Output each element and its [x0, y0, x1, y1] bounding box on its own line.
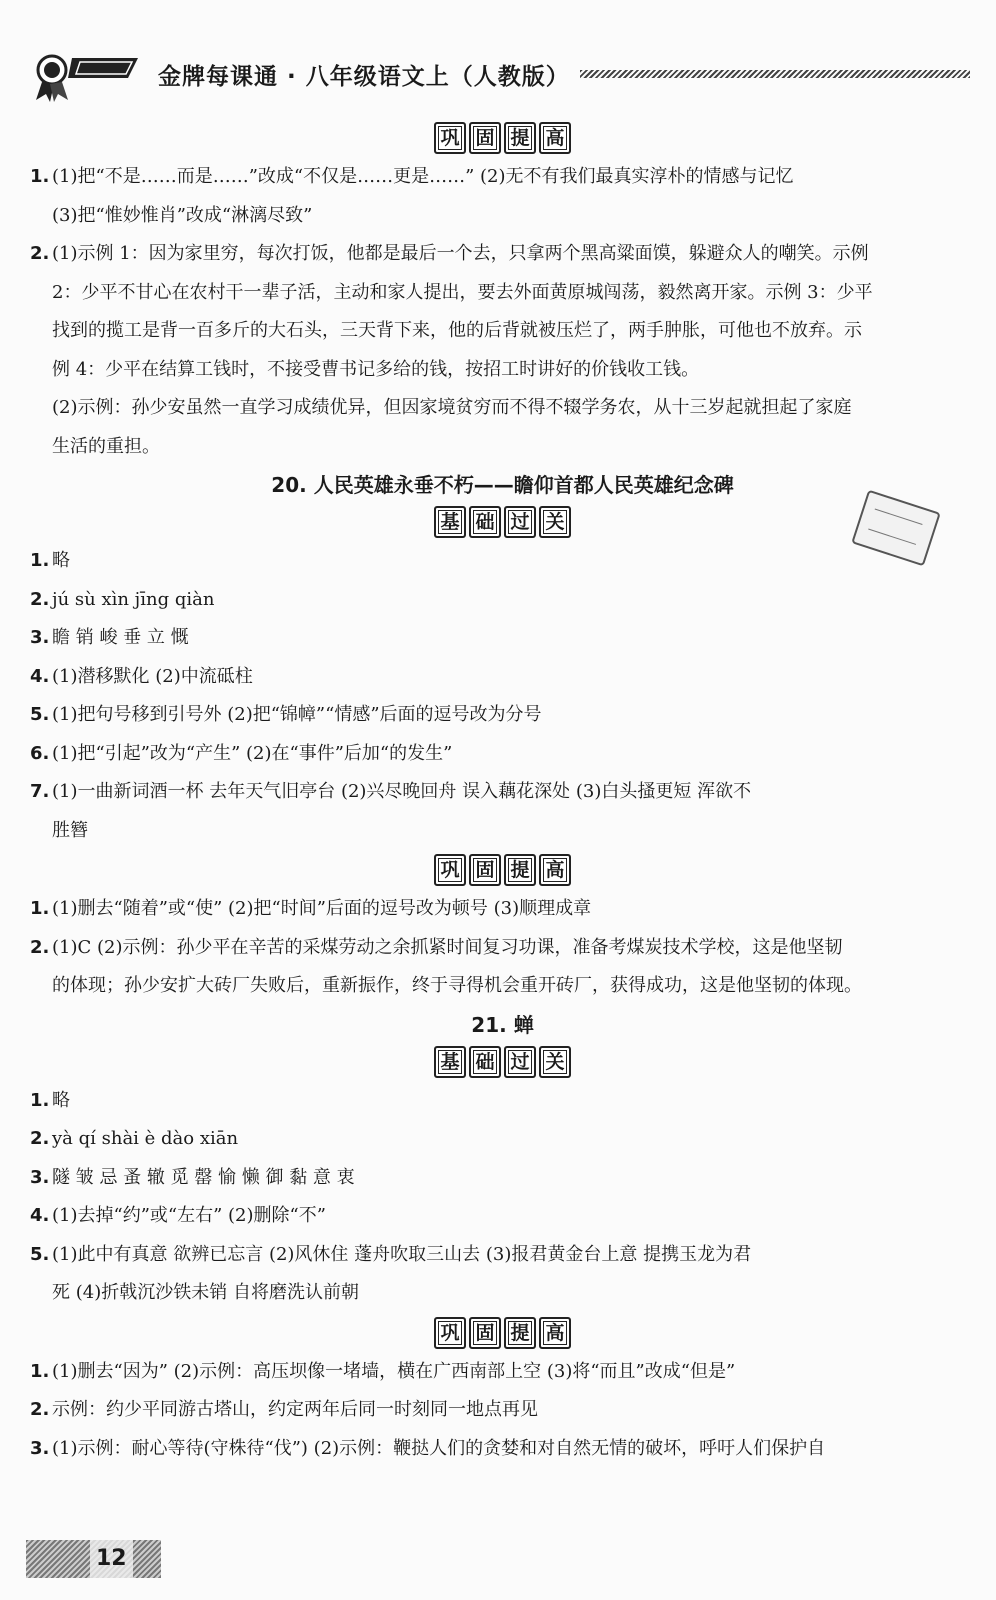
answer-text: (1)示例 1：因为家里穷，每次打饭，他都是最后一个去，只拿两个黑高粱面馍，躲避众人的嘲笑。示例	[52, 243, 869, 264]
banner-char: 关	[539, 506, 571, 538]
answer-continuation	[30, 351, 975, 390]
banner-char: 过	[504, 506, 536, 538]
item-number: 2.	[30, 243, 50, 264]
item-number: 4.	[30, 1205, 50, 1226]
item-number: 1.	[30, 550, 50, 571]
answer-item	[30, 619, 975, 658]
answer-continuation	[30, 967, 975, 1006]
item-number: 1.	[30, 166, 50, 187]
answer-text: 例 4：少平在结算工钱时，不接受曹书记多给的钱，按招工时讲好的价钱收工钱。	[52, 358, 700, 380]
item-number: 6.	[30, 742, 50, 764]
item-number: 4.	[30, 665, 50, 687]
banner-char: 固	[469, 854, 501, 886]
answer-item	[30, 1236, 975, 1275]
banner-char: 础	[469, 1046, 501, 1078]
banner-char: 巩	[434, 1317, 466, 1349]
item-number: 5.	[30, 704, 50, 725]
answer-text: (1)潜移默化 (2)中流砥柱	[52, 665, 253, 687]
answer-continuation	[30, 312, 975, 351]
answer-text: 生活的重担。	[52, 435, 160, 457]
banner-char: 础	[469, 506, 501, 538]
answer-item	[30, 1159, 975, 1198]
section-banner	[30, 506, 975, 536]
answer-text: 的体现；孙少安扩大砖厂失败后，重新振作，终于寻得机会重开砖厂，获得成功，这是他坚韧的体现。	[52, 975, 862, 996]
answer-text: 略	[52, 1089, 70, 1111]
item-number: 3.	[30, 1166, 50, 1188]
answer-text: 隧 皱 忌 蚤 辙 觅 罄 愉 懒 御 黏 意 衷	[52, 1166, 355, 1188]
banner-char: 提	[504, 854, 536, 886]
lesson-title: 20. 人民英雄永垂不朽——瞻仰首都人民英雄纪念碑	[271, 473, 734, 497]
answer-item	[30, 581, 975, 620]
answer-text: 找到的揽工是背一百多斤的大石头，三天背下来，他的后背就被压烂了，两手肿胀，可他也不放弃。示	[52, 320, 862, 341]
item-number: 3.	[30, 1437, 50, 1459]
answer-text: 胜簪	[52, 819, 88, 841]
lesson-title: 21. 蝉	[471, 1012, 534, 1037]
answer-content	[30, 118, 975, 1468]
banner-char: 高	[539, 122, 571, 154]
answer-text: (1)去掉“约”或“左右” (2)删除“不”	[52, 1205, 326, 1226]
answer-continuation	[30, 428, 975, 467]
medal-logo-icon	[28, 48, 148, 102]
answer-text: 2：少平不甘心在农村干一辈子活，主动和家人提出，要去外面黄原城闯荡，毅然离开家。示例 3：少平	[52, 281, 873, 303]
answer-continuation	[30, 274, 975, 313]
item-number: 1.	[30, 1360, 50, 1382]
book-title: 金牌每课通 · 八年级语文上（人教版）	[158, 64, 570, 90]
banner-char: 高	[539, 1317, 571, 1349]
answer-item	[30, 1353, 975, 1392]
answer-text: (1)C (2)示例：孙少平在辛苦的采煤劳动之余抓紧时间复习功课，准备考煤炭技术学校，这是他坚韧	[52, 936, 843, 958]
banner-char: 固	[469, 122, 501, 154]
item-number: 1.	[30, 898, 50, 919]
item-number: 3.	[30, 627, 50, 648]
answer-item	[30, 773, 975, 812]
answer-item	[30, 929, 975, 968]
answer-item	[30, 1391, 975, 1430]
answer-text: (1)此中有真意 欲辨已忘言 (2)风休住 蓬舟吹取三山去 (3)报君黄金台上意 提携玉龙为君	[52, 1243, 752, 1265]
answer-item	[30, 542, 975, 581]
answer-item	[30, 1120, 975, 1159]
answer-text: 瞻 销 峻 垂 立 慨	[52, 627, 189, 648]
section-banner	[30, 1046, 975, 1076]
banner-char: 过	[504, 1046, 536, 1078]
section-banner	[30, 854, 975, 884]
answer-text: (1)把“不是……而是……”改成“不仅是……更是……” (2)无不有我们最真实淳朴的情感与记忆	[52, 166, 794, 187]
answer-item	[30, 158, 975, 197]
answer-item	[30, 658, 975, 697]
answer-text: (2)示例：孙少安虽然一直学习成绩优异，但因家境贫穷而不得不辍学务农，从十三岁起就担起了家庭	[52, 397, 852, 418]
banner-char: 基	[434, 506, 466, 538]
item-number: 2.	[30, 588, 50, 610]
answer-text: (1)把句号移到引号外 (2)把“锦幛”“情感”后面的逗号改为分号	[52, 704, 542, 725]
item-number: 2.	[30, 1128, 50, 1149]
banner-char: 固	[469, 1317, 501, 1349]
item-number: 7.	[30, 781, 50, 802]
answer-item	[30, 735, 975, 774]
banner-char: 提	[504, 1317, 536, 1349]
answer-text: jú sù xìn jīng qiàn	[52, 588, 215, 610]
answer-item	[30, 1082, 975, 1121]
item-number: 1.	[30, 1089, 50, 1111]
answer-text: 示例：约少平同游古塔山，约定两年后同一时刻同一地点再见	[52, 1399, 538, 1420]
banner-char: 高	[539, 854, 571, 886]
page-header	[0, 0, 996, 110]
answer-item	[30, 696, 975, 735]
answer-text: (1)删去“随着”或“使” (2)把“时间”后面的逗号改为顿号 (3)顺理成章	[52, 898, 592, 919]
banner-char: 关	[539, 1046, 571, 1078]
item-number: 5.	[30, 1243, 50, 1265]
answer-text: (1)删去“因为” (2)示例：高压坝像一堵墙，横在广西南部上空 (3)将“而且”改成“但是”	[52, 1360, 736, 1382]
answer-item	[30, 1197, 975, 1236]
answer-text: (1)示例：耐心等待(守株待“伐”) (2)示例：鞭挞人们的贪婪和对自然无情的破坏，呼吁人们保护自	[52, 1437, 826, 1459]
answer-continuation	[30, 1274, 975, 1313]
section-banner	[30, 1317, 975, 1347]
item-number: 2.	[30, 1399, 50, 1420]
banner-char: 巩	[434, 122, 466, 154]
page-number: 12	[90, 1540, 133, 1578]
header-rule	[580, 70, 970, 78]
answer-continuation	[30, 197, 975, 236]
item-number: 2.	[30, 936, 50, 958]
banner-char: 提	[504, 122, 536, 154]
answer-item	[30, 235, 975, 274]
answer-continuation	[30, 389, 975, 428]
answer-text: yà qí shài è dào xiān	[52, 1128, 239, 1149]
answer-text: (3)把“惟妙惟肖”改成“淋漓尽致”	[52, 204, 313, 226]
section-banner	[30, 122, 975, 152]
answer-text: 死 (4)折戟沉沙铁未销 自将磨洗认前朝	[52, 1282, 359, 1303]
answer-text: (1)把“引起”改为“产生” (2)在“事件”后加“的发生”	[52, 742, 453, 764]
answer-text: 略	[52, 550, 70, 571]
banner-char: 巩	[434, 854, 466, 886]
answer-item	[30, 890, 975, 929]
answer-continuation	[30, 812, 975, 851]
answer-text: (1)一曲新词酒一杯 去年天气旧亭台 (2)兴尽晚回舟 误入藕花深处 (3)白头搔更短 浑欲不	[52, 781, 752, 802]
banner-char: 基	[434, 1046, 466, 1078]
answer-item	[30, 1430, 975, 1469]
